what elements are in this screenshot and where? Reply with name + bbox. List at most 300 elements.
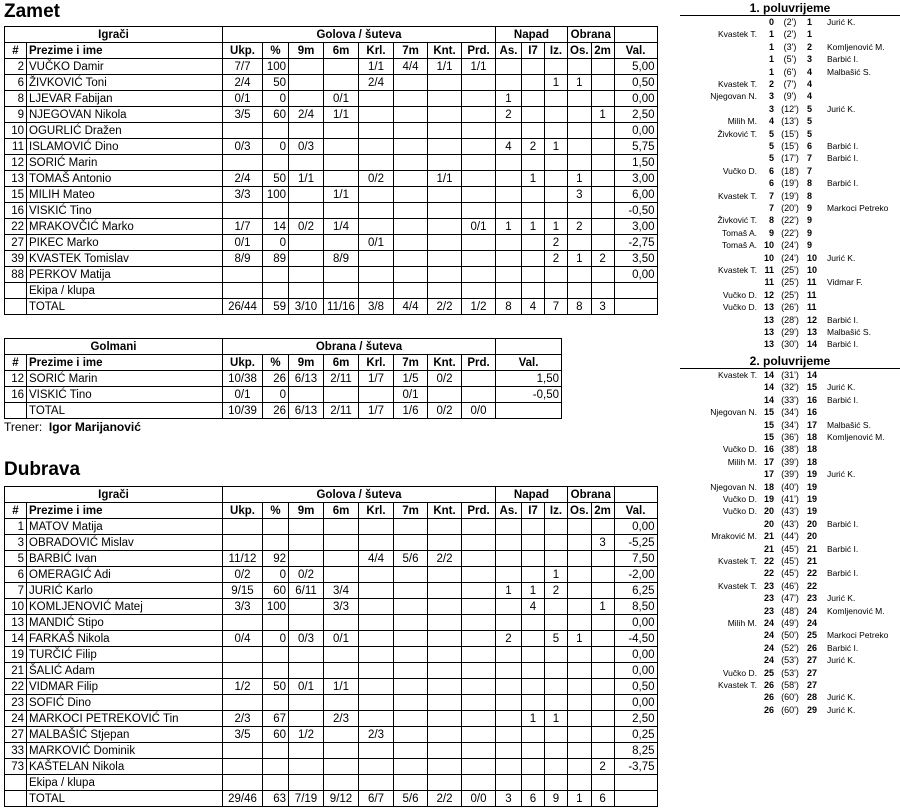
minute: (9') [783, 91, 797, 102]
cell-ukp: 10/39 [223, 403, 263, 419]
table-row [5, 727, 658, 743]
score-home: 26 [763, 680, 774, 690]
cell-iz [545, 267, 568, 283]
cell-m2 [591, 663, 614, 679]
table-row [5, 775, 658, 791]
event-row [680, 128, 900, 140]
cell-i7 [522, 663, 545, 679]
cell-m9 [289, 535, 324, 551]
cell-os [568, 695, 592, 711]
cell-iz [545, 535, 568, 551]
cell-krl [359, 267, 394, 283]
cell-i7: 1 [522, 583, 545, 599]
cell-krl [359, 91, 394, 107]
cell-krl: 0/1 [359, 235, 394, 251]
cell-knt: 1/1 [428, 59, 462, 75]
col-header-name: Prezime i ime [27, 355, 223, 371]
cell-as: 2 [496, 107, 522, 123]
cell-m2 [591, 647, 614, 663]
cell-m9: 1/1 [289, 171, 324, 187]
cell-m7 [394, 711, 428, 727]
cell-iz [545, 91, 568, 107]
cell-ukp [223, 535, 263, 551]
scorer-away: Barbić I. [827, 153, 859, 164]
score-home: 23 [763, 593, 774, 604]
col-header-ukp: Ukp. [223, 503, 263, 519]
cell-m7 [394, 171, 428, 187]
cell-os [568, 551, 592, 567]
score-home: 15 [763, 432, 774, 442]
cell-num: 7 [5, 583, 27, 599]
cell-ukp: 9/15 [223, 583, 263, 599]
cell-knt [428, 123, 462, 139]
cell-i7 [522, 695, 545, 711]
cell-m6: 1/1 [324, 187, 359, 203]
col-header-i7: I7 [522, 503, 545, 519]
event-row [680, 190, 900, 202]
cell-os [568, 139, 592, 155]
cell-m7 [394, 695, 428, 711]
col-header-m7: 7m [394, 503, 428, 519]
score-away: 22 [807, 580, 818, 591]
cell-m9: 1/2 [289, 727, 324, 743]
score-away: 1 [807, 29, 813, 40]
cell-krl [359, 283, 394, 299]
cell-m7 [394, 203, 428, 219]
score-home: 8 [768, 215, 774, 226]
scorer-away: Jurić K. [827, 655, 856, 666]
cell-num: 73 [5, 759, 27, 775]
score-home: 5 [768, 153, 774, 164]
scorer-home: Kvastek T. [717, 190, 757, 201]
cell-ukp [223, 203, 263, 219]
event-row [680, 691, 900, 703]
cell-val: 0,00 [614, 647, 657, 663]
scorer-away: Komljenović M. [827, 432, 885, 442]
cell-i7 [522, 283, 545, 299]
cell-krl [359, 123, 394, 139]
scorer-home: Kvastek T. [717, 556, 757, 566]
cell-m2 [591, 551, 614, 567]
table-row [5, 203, 658, 219]
col-header-val: Val. [614, 43, 657, 59]
cell-m7 [394, 283, 428, 299]
cell-prd [462, 647, 496, 663]
cell-m7: 0/1 [394, 387, 428, 403]
cell-prd [462, 599, 496, 615]
cell-prd [462, 535, 496, 551]
cell-ukp: 2/3 [223, 711, 263, 727]
cell-m2 [591, 695, 614, 711]
score-away: 14 [807, 370, 818, 380]
table-row [5, 91, 658, 107]
col-header-val: Val. [496, 355, 562, 371]
cell-m9: 6/11 [289, 583, 324, 599]
scorer-away: Malbašić S. [827, 66, 871, 77]
cell-val [614, 283, 657, 299]
cell-knt [428, 775, 462, 791]
cell-val: 0,00 [614, 267, 657, 283]
cell-m9 [289, 91, 324, 107]
col-header-pct: % [263, 43, 289, 59]
cell-ukp [223, 123, 263, 139]
minute: (2') [783, 17, 797, 27]
scorer-home: Njegovan N. [710, 91, 757, 102]
cell-os [568, 235, 592, 251]
score-away: 11 [807, 289, 817, 300]
cell-ukp: 29/46 [223, 791, 263, 807]
cell-as [496, 235, 522, 251]
cell-m7: 4/4 [394, 59, 428, 75]
minute: (46') [781, 580, 799, 591]
score-home: 21 [763, 531, 774, 542]
cell-as: 1 [496, 91, 522, 107]
cell-m6 [324, 775, 359, 791]
cell-pct: 100 [263, 59, 289, 75]
event-row [680, 314, 900, 326]
minute: (3') [783, 41, 797, 52]
minute: (52') [781, 642, 799, 653]
score-home: 23 [763, 605, 774, 616]
event-row [680, 667, 900, 679]
score-away: 20 [807, 531, 818, 542]
cell-num: 39 [5, 251, 27, 267]
score-home: 16 [763, 444, 774, 455]
event-row [680, 505, 900, 517]
col-header-m6: 6m [324, 355, 359, 371]
cell-i7: 2 [522, 139, 545, 155]
cell-pct: 50 [263, 75, 289, 91]
score-away: 12 [807, 314, 818, 325]
scorer-away: Jurić K. [827, 704, 856, 715]
cell-ukp: 2/4 [223, 75, 263, 91]
cell-num: 13 [5, 171, 27, 187]
cell-m6: 1/4 [324, 219, 359, 235]
score-away: 24 [807, 618, 818, 628]
event-row [680, 115, 900, 127]
cell-prd [462, 775, 496, 791]
table-row [5, 155, 658, 171]
score-away: 18 [807, 444, 818, 455]
score-away: 26 [807, 642, 818, 653]
cell-m9 [289, 235, 324, 251]
cell-m7 [394, 235, 428, 251]
cell-m7 [394, 775, 428, 791]
cell-val: -2,75 [614, 235, 657, 251]
cell-m7 [394, 187, 428, 203]
minute: (48') [781, 605, 799, 616]
cell-m2: 6 [591, 791, 614, 807]
group-players: Igrači [5, 27, 223, 43]
cell-ukp: 3/3 [223, 599, 263, 615]
cell-m9: 0/3 [289, 139, 324, 155]
score-away: 9 [807, 203, 813, 213]
score-home: 17 [763, 456, 774, 467]
cell-krl [359, 711, 394, 727]
cell-iz: 5 [545, 631, 568, 647]
cell-m2 [591, 235, 614, 251]
cell-val: 3,00 [614, 219, 657, 235]
cell-m9 [289, 251, 324, 267]
cell-prd [462, 187, 496, 203]
cell-i7 [522, 519, 545, 535]
score-away: 1 [807, 17, 813, 27]
cell-m6: 1/1 [324, 679, 359, 695]
cell-knt [428, 679, 462, 695]
cell-as: 2 [496, 631, 522, 647]
cell-iz [545, 123, 568, 139]
cell-krl [359, 567, 394, 583]
cell-val: 2,50 [614, 711, 657, 727]
cell-pct: 0 [263, 139, 289, 155]
cell-ukp [223, 743, 263, 759]
cell-m7 [394, 759, 428, 775]
minute: (47') [781, 593, 799, 604]
event-row [680, 394, 900, 406]
cell-m9: 0/2 [289, 219, 324, 235]
cell-i7: 1 [522, 219, 545, 235]
scorer-away: Barbić I. [827, 178, 859, 189]
dubrava-players-table [4, 486, 658, 807]
cell-prd: 0/1 [462, 219, 496, 235]
score-away: 21 [807, 556, 818, 566]
cell-name: OMERAGIĆ Adi [27, 567, 223, 583]
cell-num: 19 [5, 647, 27, 663]
col-header-m6: 6m [324, 503, 359, 519]
group-empty [614, 487, 657, 503]
cell-knt [428, 599, 462, 615]
score-away: 10 [807, 265, 818, 275]
cell-m2 [591, 139, 614, 155]
cell-m9 [289, 75, 324, 91]
cell-m9: 6/13 [289, 371, 324, 387]
col-header-krl: Krl. [359, 355, 394, 371]
cell-name: NJEGOVAN Nikola [27, 107, 223, 123]
cell-name: ISLAMOVIĆ Dino [27, 139, 223, 155]
minute: (2') [783, 29, 797, 40]
score-away: 17 [807, 419, 818, 430]
scorer-away: Barbić I. [827, 394, 859, 405]
cell-m6: 0/1 [324, 631, 359, 647]
cell-name: ŠALIĆ Adam [27, 663, 223, 679]
cell-pct [263, 759, 289, 775]
cell-m6 [324, 663, 359, 679]
cell-m7 [394, 251, 428, 267]
cell-num: 24 [5, 711, 27, 727]
cell-val [614, 791, 657, 807]
cell-prd [462, 139, 496, 155]
event-row [680, 152, 900, 164]
cell-as [496, 775, 522, 791]
score-home: 3 [768, 91, 774, 102]
cell-as [496, 267, 522, 283]
event-row [680, 468, 900, 480]
scorer-away: Malbašić S. [827, 327, 871, 337]
scorer-away: Jurić K. [827, 593, 856, 604]
cell-val: 3,50 [614, 251, 657, 267]
cell-m9 [289, 743, 324, 759]
cell-num: 14 [5, 631, 27, 647]
scorer-away: Jurić K. [827, 382, 856, 393]
cell-as [496, 187, 522, 203]
cell-m2 [591, 91, 614, 107]
cell-i7 [522, 75, 545, 91]
col-header-m7: 7m [394, 355, 428, 371]
cell-m6 [324, 727, 359, 743]
cell-krl [359, 519, 394, 535]
cell-knt [428, 567, 462, 583]
scorer-away: Barbić I. [827, 141, 859, 151]
group-players: Igrači [5, 487, 223, 503]
scorer-away: Malbašić S. [827, 419, 871, 430]
cell-val: 5,75 [614, 139, 657, 155]
cell-ukp: 0/2 [223, 567, 263, 583]
cell-iz: 2 [545, 583, 568, 599]
cell-val: -2,00 [614, 567, 657, 583]
score-home: 17 [763, 469, 774, 480]
col-header-name: Prezime i ime [27, 43, 223, 59]
cell-knt: 0/2 [428, 371, 462, 387]
cell-ukp: 3/5 [223, 107, 263, 123]
minute: (5') [783, 54, 797, 65]
score-away: 19 [807, 494, 818, 504]
score-away: 9 [807, 240, 813, 251]
cell-iz [545, 155, 568, 171]
cell-m7 [394, 519, 428, 535]
cell-m2 [591, 219, 614, 235]
cell-knt [428, 75, 462, 91]
score-away: 18 [807, 456, 818, 467]
cell-os [568, 583, 592, 599]
cell-knt: 0/2 [428, 403, 462, 419]
table-row [5, 299, 658, 315]
scorer-home: Kvastek T. [717, 29, 757, 40]
cell-krl [359, 251, 394, 267]
table-row [5, 403, 562, 419]
coach-name: Igor Marijanović [48, 420, 141, 434]
cell-val: 0,00 [614, 615, 657, 631]
cell-val: 0,50 [614, 75, 657, 91]
score-away: 25 [807, 630, 818, 641]
score-home: 24 [763, 655, 774, 666]
cell-knt [428, 583, 462, 599]
cell-knt [428, 615, 462, 631]
cell-name: SORIĆ Marin [27, 155, 223, 171]
score-home: 1 [768, 41, 774, 52]
cell-i7: 1 [522, 711, 545, 727]
col-header-num: # [5, 503, 27, 519]
cell-pct [263, 615, 289, 631]
cell-ukp: 3/3 [223, 187, 263, 203]
cell-i7: 1 [522, 171, 545, 187]
score-away: 27 [807, 680, 818, 690]
scorer-home: Vučko D. [722, 667, 757, 678]
cell-os [568, 91, 592, 107]
event-row [680, 431, 900, 443]
event-row [680, 493, 900, 505]
scorer-away: Barbić I. [827, 568, 859, 579]
minute: (12') [781, 103, 799, 114]
cell-m6 [324, 235, 359, 251]
cell-m6 [324, 123, 359, 139]
cell-os [568, 567, 592, 583]
cell-krl: 6/7 [359, 791, 394, 807]
cell-m7 [394, 155, 428, 171]
cell-pct [263, 123, 289, 139]
cell-i7 [522, 535, 545, 551]
score-away: 5 [807, 103, 813, 114]
cell-ukp [223, 695, 263, 711]
cell-m2 [591, 203, 614, 219]
cell-iz: 7 [545, 299, 568, 315]
cell-prd: 0/0 [462, 791, 496, 807]
cell-name: BARBIĆ Ivan [27, 551, 223, 567]
cell-os [568, 59, 592, 75]
scorer-home: Kvastek T. [717, 79, 757, 89]
group-empty [496, 339, 562, 355]
minute: (13') [781, 116, 799, 127]
minute: (39') [781, 469, 799, 480]
cell-prd: 0/0 [462, 403, 496, 419]
cell-m9 [289, 695, 324, 711]
cell-m9 [289, 775, 324, 791]
cell-name: Ekipa / klupa [27, 775, 223, 791]
col-header-krl: Krl. [359, 43, 394, 59]
cell-m6: 9/12 [324, 791, 359, 807]
cell-pct [263, 695, 289, 711]
cell-num: 21 [5, 663, 27, 679]
cell-name: LJEVAR Fabijan [27, 91, 223, 107]
event-row [680, 617, 900, 629]
cell-m9 [289, 267, 324, 283]
cell-ukp: 0/4 [223, 631, 263, 647]
event-row [680, 530, 900, 542]
event-row [680, 642, 900, 654]
cell-m9 [289, 599, 324, 615]
score-away: 22 [807, 568, 818, 579]
minute: (28') [781, 314, 799, 325]
scorer-away: Barbić I. [827, 642, 859, 653]
cell-m2 [591, 631, 614, 647]
cell-num [5, 299, 27, 315]
event-row [680, 419, 900, 431]
col-header-krl: Krl. [359, 503, 394, 519]
cell-prd [462, 283, 496, 299]
minute: (29') [781, 327, 799, 337]
score-home: 13 [763, 327, 774, 337]
cell-m6: 2/11 [324, 371, 359, 387]
minute: (49') [781, 618, 799, 628]
cell-num: 1 [5, 519, 27, 535]
event-row [680, 53, 900, 65]
cell-m6 [324, 139, 359, 155]
cell-iz [545, 187, 568, 203]
group-shots: Golova / šuteva [223, 487, 496, 503]
cell-as [496, 615, 522, 631]
minute: (36') [781, 432, 799, 442]
cell-num: 8 [5, 91, 27, 107]
cell-pct: 60 [263, 107, 289, 123]
cell-as [496, 535, 522, 551]
cell-ukp: 0/1 [223, 91, 263, 107]
table-row [5, 187, 658, 203]
minute: (18') [781, 165, 799, 176]
cell-m6 [324, 567, 359, 583]
score-home: 24 [763, 618, 774, 628]
minute: (53') [781, 655, 799, 666]
event-row [680, 326, 900, 338]
cell-os [568, 759, 592, 775]
